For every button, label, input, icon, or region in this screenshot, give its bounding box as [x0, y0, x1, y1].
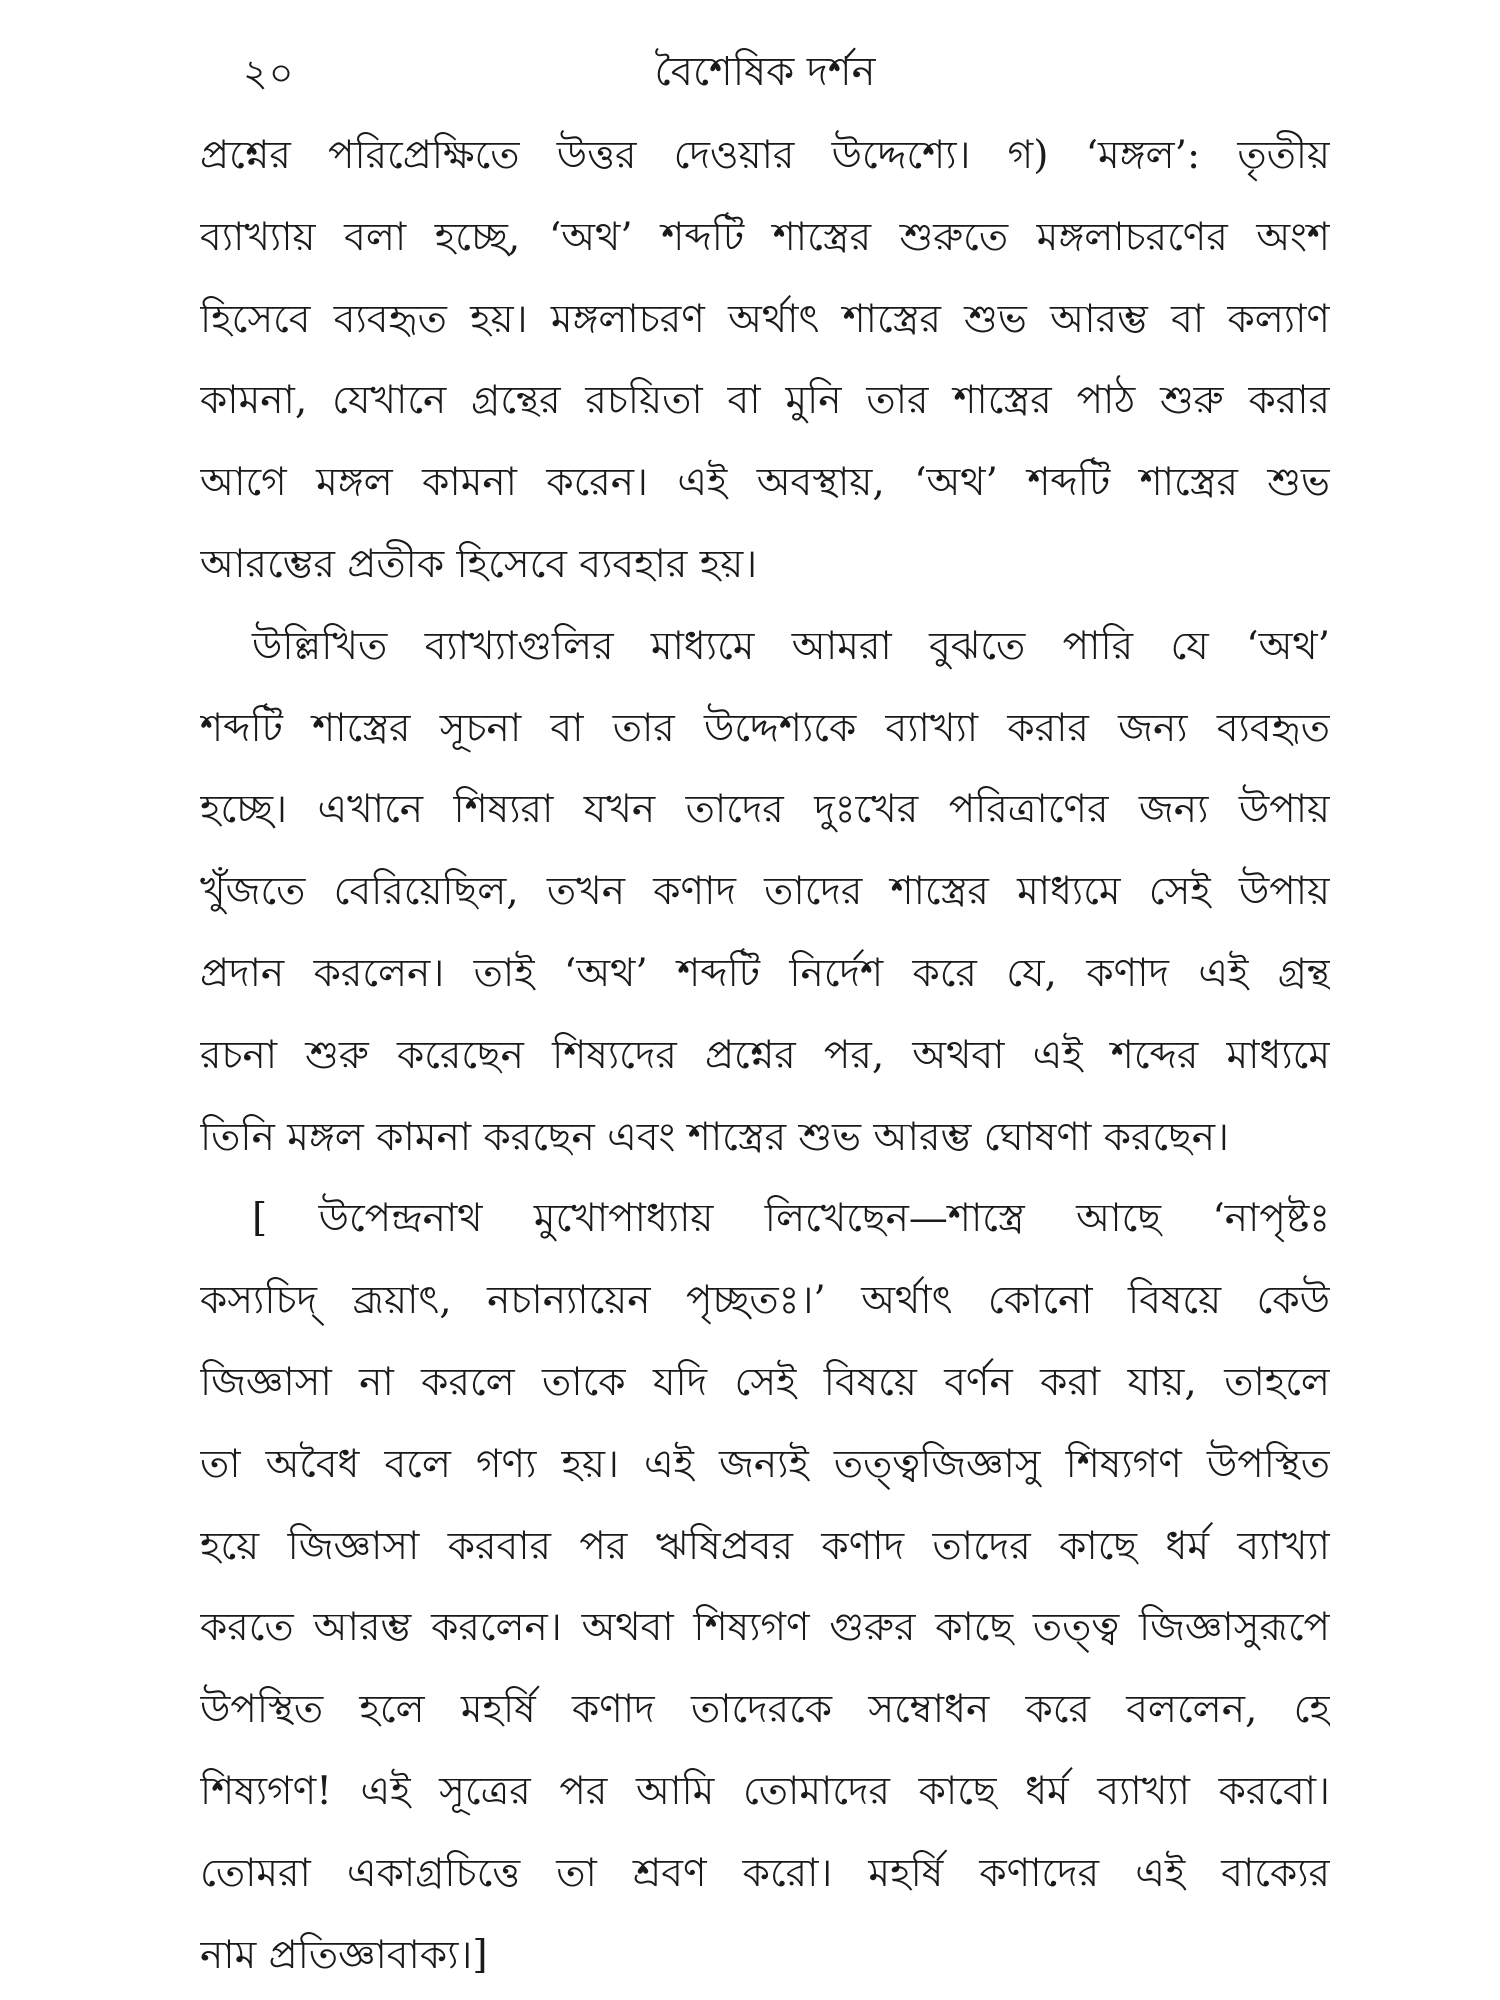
text-line: হিসেবে ব্যবহৃত হয়। মঙ্গলাচরণ অর্থাৎ শাস্ত্রের শুভ আরম্ভ বা কল্যাণ: [200, 296, 1330, 342]
text-line: আরম্ভের প্রতীক হিসেবে ব্যবহার হয়।: [200, 541, 758, 587]
text-line: তা অবৈধ বলে গণ্য হয়। এই জন্যই তত্ত্বজিজ্ঞাসু শিষ্যগণ উপস্থিত: [200, 1441, 1330, 1487]
text-line: প্রশ্নের পরিপ্রেক্ষিতে উত্তর দেওয়ার উদ্দেশ্যে। গ) ‘মঙ্গল’: তৃতীয়: [200, 133, 1330, 178]
text-line: রচনা শুরু করেছেন শিষ্যদের প্রশ্নের পর, অথবা এই শব্দের মাধ্যমে: [200, 1032, 1330, 1078]
text-line: তোমরা একাগ্রচিত্তে তা শ্রবণ করো। মহর্ষি কণাদের এই বাক্যের: [200, 1850, 1330, 1896]
text-line: তিনি মঙ্গল কামনা করছেন এবং শাস্ত্রের শুভ আরম্ভ ঘোষণা করছেন।: [200, 1114, 1229, 1160]
text-line: হয়ে জিজ্ঞাসা করবার পর ঋষিপ্রবর কণাদ তাদের কাছে ধর্ম ব্যাখ্যা: [200, 1523, 1330, 1569]
text-line: শিষ্যগণ! এই সূত্রের পর আমি তোমাদের কাছে ধর্ম ব্যাখ্যা করবো।: [200, 1768, 1330, 1814]
text-line: কামনা, যেখানে গ্রন্থের রচয়িতা বা মুনি তার শাস্ত্রের পাঠ শুরু করার: [200, 378, 1330, 424]
paragraph-start-line: উল্লিখিত ব্যাখ্যাগুলির মাধ্যমে আমরা বুঝতে পারি যে ‘অথ’: [252, 623, 1330, 669]
text-line: করতে আরম্ভ করলেন। অথবা শিষ্যগণ গুরুর কাছে তত্ত্ব জিজ্ঞাসুরূপে: [200, 1605, 1330, 1651]
running-title: বৈশেষিক দর্শন: [654, 49, 876, 95]
paragraph-start-line: [ উপেন্দ্রনাথ মুখোপাধ্যায় লিখেছেন—শাস্ত্রে আছে ‘নাপৃষ্টঃ: [252, 1196, 1330, 1242]
text-line: ব্যাখ্যায় বলা হচ্ছে, ‘অথ’ শব্দটি শাস্ত্রের শুরুতে মঙ্গলাচরণের অংশ: [200, 214, 1330, 260]
page-header: [205, 40, 1325, 100]
text-line: আগে মঙ্গল কামনা করেন। এই অবস্থায়, ‘অথ’ শব্দটি শাস্ত্রের শুভ: [200, 460, 1330, 506]
text-line: জিজ্ঞাসা না করলে তাকে যদি সেই বিষয়ে বর্ণন করা যায়, তাহলে: [200, 1359, 1330, 1405]
text-line: প্রদান করলেন। তাই ‘অথ’ শব্দটি নির্দেশ করে যে, কণাদ এই গ্রন্থ: [200, 950, 1330, 996]
page-number: ২০: [243, 51, 295, 95]
text-line: হচ্ছে। এখানে শিষ্যরা যখন তাদের দুঃখের পরিত্রাণের জন্য উপায়: [200, 787, 1330, 833]
text-line: নাম প্রতিজ্ঞাবাক্য।]: [200, 1932, 488, 1978]
text-line: কস্যচিদ্ ব্রূয়াৎ, নচান্যায়েন পৃচ্ছতঃ।’ অর্থাৎ কোনো বিষয়ে কেউ: [200, 1278, 1330, 1324]
text-line: খুঁজতে বেরিয়েছিল, তখন কণাদ তাদের শাস্ত্রের মাধ্যমে সেই উপায়: [200, 869, 1330, 915]
text-line: শব্দটি শাস্ত্রের সূচনা বা তার উদ্দেশ্যকে ব্যাখ্যা করার জন্য ব্যবহৃত: [200, 705, 1330, 751]
text-line: উপস্থিত হলে মহর্ষি কণাদ তাদেরকে সম্বোধন করে বললেন, হে: [200, 1687, 1330, 1733]
body-text: [200, 115, 1330, 1996]
